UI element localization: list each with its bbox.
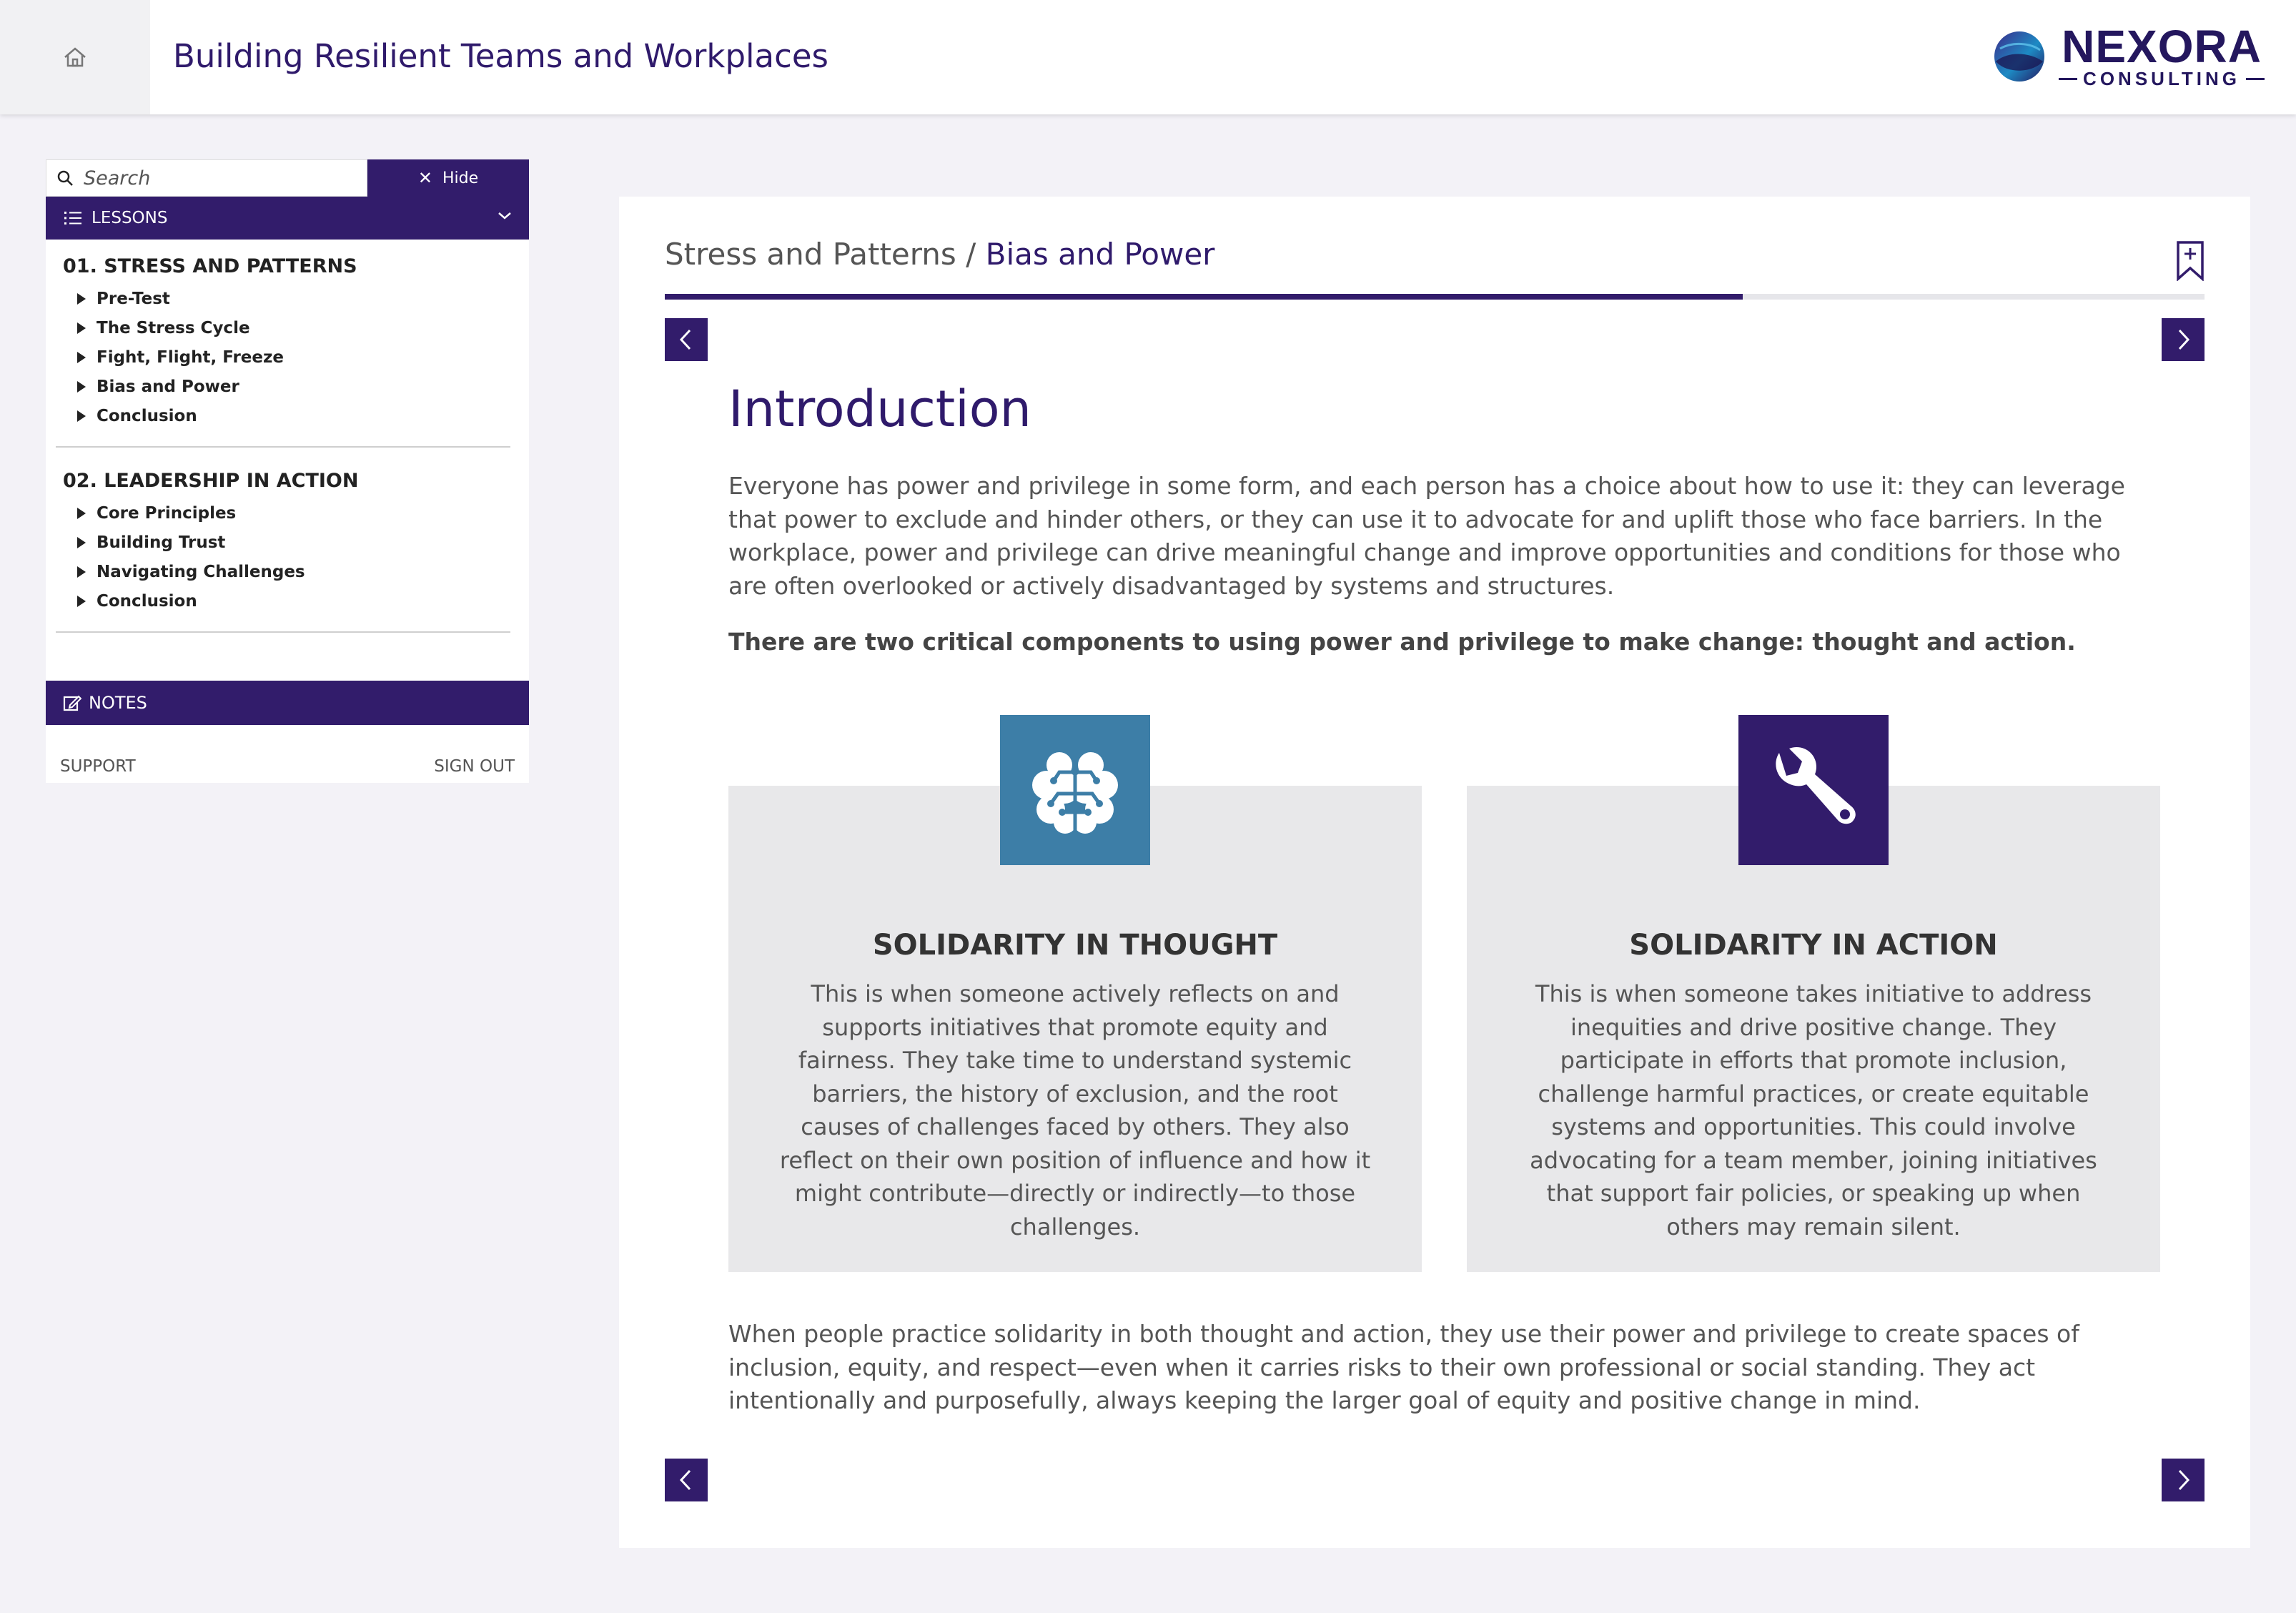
logo-wordmark: NEXORA <box>2062 21 2262 72</box>
sign-out-link[interactable]: SIGN OUT <box>434 757 515 776</box>
wrench-icon <box>1763 740 1864 840</box>
lesson-item-bias-and-power[interactable] <box>63 372 513 401</box>
support-link[interactable]: SUPPORT <box>60 757 136 776</box>
lesson-label: The Stress Cycle <box>97 318 250 337</box>
module-title[interactable]: 02. LEADERSHIP IN ACTION <box>63 470 359 492</box>
play-triangle-icon <box>77 537 86 548</box>
play-triangle-icon <box>77 596 86 607</box>
hide-sidebar-button[interactable] <box>367 159 529 197</box>
lessons-list <box>46 240 529 648</box>
notes-button[interactable] <box>46 681 529 725</box>
play-triangle-icon <box>77 322 86 334</box>
panel-text: This is when someone actively reflects on and supports initiatives that promote equity and fairness. They take time to understand systemic barriers, the history of exclusion, and the root causes of challenges faced by others. They also reflect on their own position of influence and how it might contribute—directly or indirectly—to those challenges. <box>779 980 1371 1240</box>
next-page-button-bottom[interactable] <box>2162 1459 2205 1501</box>
lesson-item-core-principles[interactable] <box>63 498 513 528</box>
action-icon-tile <box>1738 715 1889 865</box>
close-icon: ✕ <box>417 168 432 188</box>
module-2 <box>63 468 513 616</box>
lesson-label: Navigating Challenges <box>97 562 305 581</box>
chevron-left-icon <box>676 1469 696 1491</box>
top-header <box>0 0 2296 114</box>
chevron-right-icon <box>2173 1469 2193 1491</box>
play-triangle-icon <box>77 566 86 578</box>
lesson-label: Fight, Flight, Freeze <box>97 347 284 367</box>
module-1 <box>63 254 513 430</box>
lesson-item-pre-test[interactable] <box>63 284 513 313</box>
search-icon <box>56 169 74 187</box>
lesson-content-card <box>619 197 2250 1548</box>
play-triangle-icon <box>77 508 86 519</box>
module-divider <box>56 446 510 448</box>
play-triangle-icon <box>77 293 86 305</box>
next-page-button[interactable] <box>2162 318 2205 361</box>
previous-page-button[interactable] <box>665 318 708 361</box>
lesson-progress-fill <box>665 294 1743 300</box>
play-triangle-icon <box>77 410 86 422</box>
lesson-item-conclusion[interactable] <box>63 401 513 430</box>
closing-paragraph: When people practice solidarity in both thought and action, they use their power and privilege to create spaces of inclusion, equity, and respect—even when it carries risks to their own professional or social standing. They act intentionally and purposefully, always keeping the larger goal of equity and positive change in mind. <box>728 1320 2079 1414</box>
chevron-right-icon <box>2173 328 2193 351</box>
thought-icon-tile <box>1000 715 1150 865</box>
chevron-down-icon <box>496 207 513 224</box>
panel-title: SOLIDARITY IN ACTION <box>1629 929 1998 962</box>
lesson-item-conclusion[interactable] <box>63 586 513 616</box>
brain-icon <box>1025 744 1125 837</box>
breadcrumb <box>665 237 1214 272</box>
search-input[interactable] <box>84 167 348 189</box>
list-icon <box>64 210 81 226</box>
course-sidebar <box>46 159 529 783</box>
logo-globe-icon <box>1993 30 2046 83</box>
company-logo <box>1993 21 2270 89</box>
logo-subtitle: CONSULTING <box>2053 69 2270 89</box>
key-statement: There are two critical components to using power and privilege to make change: thought and action. <box>728 628 2076 656</box>
lesson-item-navigating-challenges[interactable] <box>63 557 513 586</box>
panel-title: SOLIDARITY IN THOUGHT <box>872 929 1278 962</box>
lessons-toggle[interactable] <box>46 197 529 240</box>
course-title: Building Resilient Teams and Workplaces <box>173 37 829 75</box>
bookmark-add-icon <box>2176 241 2205 281</box>
lesson-label: Bias and Power <box>97 377 239 396</box>
play-triangle-icon <box>77 352 86 363</box>
chevron-left-icon <box>676 328 696 351</box>
lesson-item-building-trust[interactable] <box>63 528 513 557</box>
lessons-label: LESSONS <box>91 209 168 227</box>
home-icon <box>63 46 87 68</box>
breadcrumb-current: Bias and Power <box>985 237 1215 272</box>
add-bookmark-button[interactable] <box>2176 241 2205 284</box>
play-triangle-icon <box>77 381 86 393</box>
lesson-label: Building Trust <box>97 533 226 552</box>
notes-label: NOTES <box>89 693 147 713</box>
breadcrumb-parent[interactable]: Stress and Patterns / <box>665 237 986 272</box>
lesson-item-stress-cycle[interactable] <box>63 313 513 342</box>
lesson-label: Pre-Test <box>97 289 170 308</box>
lesson-label: Conclusion <box>97 591 197 611</box>
lesson-label: Core Principles <box>97 503 237 523</box>
module-title[interactable]: 01. STRESS AND PATTERNS <box>63 255 357 277</box>
edit-note-icon <box>63 694 81 712</box>
section-title: Introduction <box>728 380 1031 438</box>
previous-page-button-bottom[interactable] <box>665 1459 708 1501</box>
intro-paragraph: Everyone has power and privilege in some form, and each person has a choice about how to use it: they can leverage that power to exclude and hinder others, or they can use it to advocate for and uplift those who face barriers. In the workplace, power and privilege can drive meaningful change and improve opportunities and conditions for those who are often overlooked or actively disadvantaged by systems and structures. <box>728 472 2125 600</box>
hide-label: Hide <box>442 169 479 187</box>
lesson-item-fight-flight-freeze[interactable] <box>63 342 513 372</box>
home-button[interactable] <box>0 0 150 114</box>
search-field[interactable] <box>46 159 367 197</box>
lesson-label: Conclusion <box>97 406 197 425</box>
panel-text: This is when someone takes initiative to address inequities and drive positive change. They participate in efforts that promote inclusion, challenge harmful practices, or create equitable systems and opportunities. This could involve advocating for a team member, joining initiatives that support fair policies, or speaking up when others may remain silent. <box>1530 980 2097 1240</box>
sidebar-footer <box>46 750 529 783</box>
lesson-progress-bar <box>665 294 2205 300</box>
module-divider <box>56 631 510 633</box>
